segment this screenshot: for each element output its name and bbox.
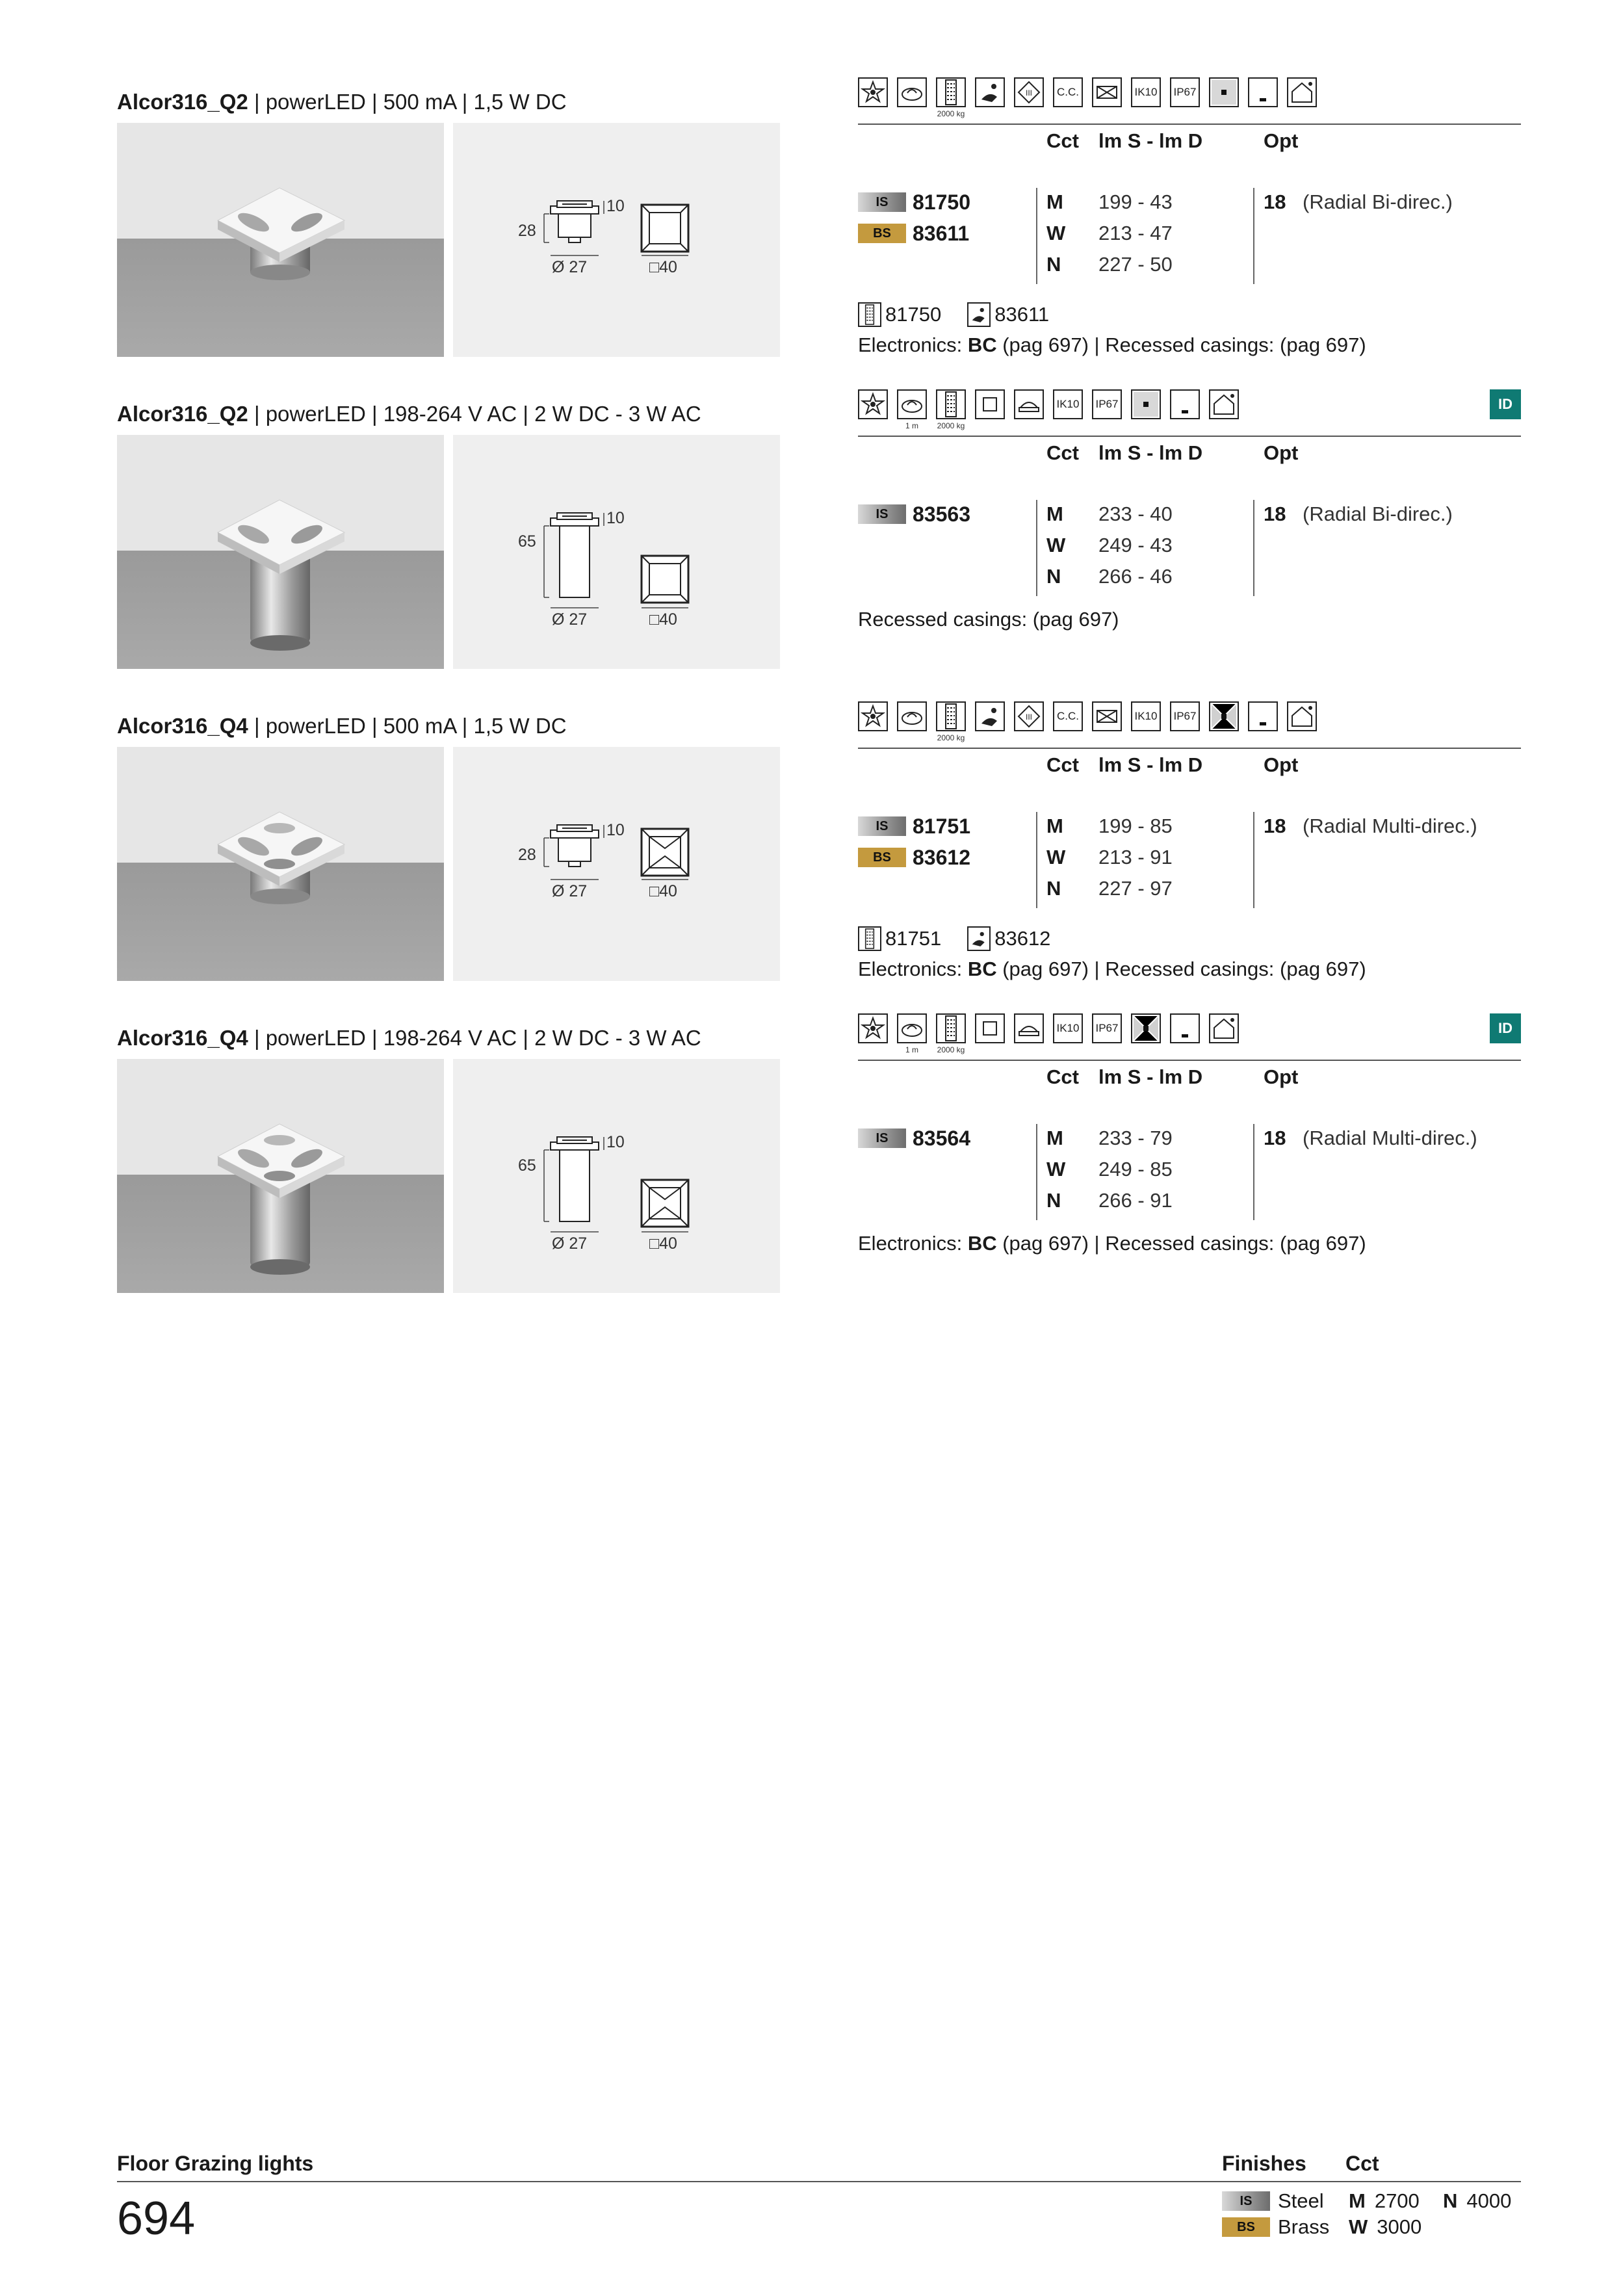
table-divider [858,748,1521,749]
product-note [858,333,1366,357]
product-photo [117,123,444,357]
column-divider [1253,1124,1254,1220]
product-specs: | powerLED | 500 mA | 1,5 W DC [248,90,567,114]
class-iii-icon [1014,77,1044,107]
optic-description: (Radial Multi-direc.) [1303,815,1477,837]
rating-ik10-icon [1053,389,1083,419]
icon-label: IP67 [1173,710,1197,722]
finish-badge-is: IS [1222,2191,1270,2211]
cct-code: W [1046,534,1066,556]
optic-description: (Radial Multi-direc.) [1303,1127,1477,1149]
lumen-values: 199 - 85 [1098,815,1173,837]
gear-icon [897,77,927,107]
product-code-row [858,1125,970,1151]
no-cover-icon [1092,77,1122,107]
section-title: Floor Grazing lights [117,2152,314,2175]
variant-code: 83611 [994,303,1050,326]
optic-angle: 18 [1264,815,1286,837]
product-code: 81751 [913,814,970,838]
floor-icon [1248,77,1278,107]
dim-top: 10 [606,509,625,527]
finish-badge-bs: BS [1222,2217,1270,2237]
rating-ik10-icon [1053,1013,1083,1043]
header-lm: lm S - lm D [1098,1065,1203,1088]
cct-code: W [1046,1158,1066,1181]
product-note [858,1232,1366,1255]
note-text: (pag 697) | Recessed casings: (pag 697) [996,958,1366,980]
cct-code: N [1046,253,1061,276]
drivable-icon [967,302,991,327]
load-caption: 2000 kg [937,421,965,430]
product-name: Alcor316_Q2 [117,402,248,426]
column-divider [1036,500,1037,596]
product-code: 83612 [913,845,970,869]
floor-icon [1248,701,1278,731]
cct-legend-m: M 2700 [1349,2189,1420,2212]
note-emphasis: BC [967,333,997,356]
finish-legend-brass [1222,2215,1329,2239]
square-icon [975,389,1005,419]
dim-square: □40 [649,882,677,900]
technical-drawing [453,1059,780,1293]
product-code-row [858,189,970,215]
product-name: Alcor316_Q4 [117,714,248,738]
lumen-values: 213 - 47 [1098,222,1173,244]
cct-code: W [1046,846,1066,868]
load-caption: 2000 kg [937,733,965,742]
lumen-values: 249 - 85 [1098,1158,1173,1181]
column-divider [1036,812,1037,908]
icon-label: IP67 [1173,86,1197,98]
product-note [858,958,1366,981]
cct-code: M [1046,1127,1063,1149]
product-name: Alcor316_Q2 [117,90,248,114]
note-emphasis: BC [967,1232,997,1255]
rating-ip67-icon [1170,701,1200,731]
floor-icon [1170,389,1200,419]
note-text: Electronics: [858,1232,968,1255]
header-opt: Opt [1264,441,1299,464]
drivable-icon [975,701,1005,731]
product-block [0,710,1623,1012]
beam4-icon [1209,701,1239,731]
icon-label: IK10 [1056,398,1080,410]
optic-angle: 18 [1264,190,1286,213]
header-opt: Opt [1264,753,1299,776]
lumen-values: 227 - 97 [1098,877,1173,900]
rating-c-c--icon [1053,77,1083,107]
load-caption: 2000 kg [937,1045,965,1054]
dim-height: 65 [518,1156,536,1175]
class-iii-icon [1014,701,1044,731]
column-divider [1253,188,1254,284]
rating-ip67-icon [1170,77,1200,107]
id-badge: ID [1490,389,1521,419]
load-2000kg-icon [936,389,966,430]
variant-codes [858,926,1076,951]
dim-diameter: Ø 27 [552,610,588,629]
variant-codes [858,302,1075,327]
product-photo [117,1059,444,1293]
product-code: 83564 [913,1126,970,1150]
product-title [117,89,567,115]
beam-icon [1209,77,1239,107]
dim-diameter: Ø 27 [552,882,588,900]
dim-top: 10 [606,821,625,839]
product-code: 81750 [913,190,970,214]
page-number: 694 [117,2193,196,2245]
cct-code: M [1046,502,1063,525]
product-title [117,401,701,427]
load-2000kg-icon [858,302,881,327]
rating-c-c--icon [1053,701,1083,731]
rating-ip67-icon [1092,389,1122,419]
product-code-row [858,813,970,839]
load-caption: 2000 kg [937,109,965,118]
recessed-icon [1014,1013,1044,1043]
load-2000kg-icon [936,1013,966,1054]
header-lm: lm S - lm D [1098,753,1203,776]
product-block [0,86,1623,388]
star-icon [858,389,888,419]
dim-top: 10 [606,1133,625,1151]
header-cct: Cct [1046,753,1079,776]
drivable-icon [975,77,1005,107]
cct-code: M [1046,815,1063,837]
finish-badge-bs: BS [858,848,906,867]
finish-name: Brass [1278,2215,1330,2238]
product-code-row [858,220,969,246]
finish-legend-steel [1222,2189,1324,2213]
cable-caption: 1 m [905,421,919,430]
column-divider [1253,500,1254,596]
lumen-values: 213 - 91 [1098,846,1173,868]
note-text: (pag 697) | Recessed casings: (pag 697) [996,1232,1366,1255]
rating-ik10-icon [1131,701,1161,731]
dim-square: □40 [649,1234,677,1253]
star-icon [858,701,888,731]
load-2000kg-icon [858,926,881,951]
note-emphasis: BC [967,958,997,980]
technical-drawing [453,747,780,981]
no-cover-icon [1092,701,1122,731]
table-divider [858,436,1521,437]
header-cct: Cct [1046,1065,1079,1088]
house-icon [1209,389,1239,419]
dim-diameter: Ø 27 [552,1234,588,1253]
lumen-values: 266 - 91 [1098,1189,1173,1212]
rating-ik10-icon [1131,77,1161,107]
icon-label: IK10 [1134,86,1158,98]
finish-badge-is: IS [858,504,906,524]
cct-legend-n: N 4000 [1443,2189,1512,2212]
variant-code: 83612 [994,927,1051,950]
product-block [0,1020,1623,1324]
header-cct: Cct [1046,129,1079,152]
house-icon [1287,701,1317,731]
cct-legend-w: W 3000 [1349,2215,1422,2238]
column-divider [1253,812,1254,908]
header-opt: Opt [1264,1065,1299,1088]
header-lm: lm S - lm D [1098,441,1203,464]
star-icon [858,77,888,107]
note-text: Electronics: [858,958,968,980]
cct-code: N [1046,565,1061,588]
dim-height: 28 [518,846,536,864]
load-2000kg-icon [936,701,966,742]
dim-top: 10 [606,197,625,215]
cct-code: W [1046,222,1066,244]
column-divider [1036,188,1037,284]
icon-label: IP67 [1095,1022,1119,1034]
svg-text:III: III [1025,88,1033,98]
cct-code: M [1046,190,1063,213]
technical-drawing [453,123,780,357]
product-photo [117,747,444,981]
gear-icon [897,389,927,430]
optic-description: (Radial Bi-direc.) [1303,190,1453,213]
footer-divider [117,2181,1521,2182]
table-divider [858,1060,1521,1061]
product-title [117,713,567,739]
icon-label: C.C. [1057,710,1079,722]
icon-label: IK10 [1134,710,1158,722]
variant-code: 81750 [885,303,942,326]
finish-badge-is: IS [858,1128,906,1148]
dim-diameter: Ø 27 [552,258,588,276]
product-specs: | powerLED | 198-264 V AC | 2 W DC - 3 W AC [248,402,701,426]
dim-square: □40 [649,258,677,276]
rating-ip67-icon [1092,1013,1122,1043]
beam-icon [1131,389,1161,419]
product-block [0,396,1623,700]
product-code-row [858,844,970,870]
table-divider [858,124,1521,125]
technical-drawing [453,435,780,669]
product-specs: | powerLED | 198-264 V AC | 2 W DC - 3 W AC [248,1026,701,1050]
lumen-values: 227 - 50 [1098,253,1173,276]
optic-angle: 18 [1264,1127,1286,1149]
product-title [117,1025,701,1051]
svg-text:III: III [1025,712,1033,722]
gear-icon [897,701,927,731]
optic-description: (Radial Bi-direc.) [1303,502,1453,525]
note-text: Electronics: [858,333,968,356]
header-opt: Opt [1264,129,1299,152]
drivable-icon [967,926,991,951]
note-text: (pag 697) | Recessed casings: (pag 697) [996,333,1366,356]
lumen-values: 249 - 43 [1098,534,1173,556]
square-icon [975,1013,1005,1043]
recessed-icon [1014,389,1044,419]
product-code: 83611 [913,221,970,245]
dim-height: 28 [518,222,536,240]
floor-icon [1170,1013,1200,1043]
lumen-values: 266 - 46 [1098,565,1173,588]
icon-label: IP67 [1095,398,1119,410]
lumen-values: 199 - 43 [1098,190,1173,213]
finishes-heading: Finishes [1222,2152,1306,2175]
house-icon [1209,1013,1239,1043]
cct-code: N [1046,1189,1061,1212]
header-cct: Cct [1046,441,1079,464]
beam4-icon [1131,1013,1161,1043]
load-2000kg-icon [936,77,966,118]
lumen-values: 233 - 79 [1098,1127,1173,1149]
dim-height: 65 [518,532,536,551]
cct-code: N [1046,877,1061,900]
dim-square: □40 [649,610,677,629]
variant-code: 81751 [885,927,942,950]
icon-label: IK10 [1056,1022,1080,1034]
gear-icon [897,1013,927,1054]
cable-caption: 1 m [905,1045,919,1054]
finish-badge-bs: BS [858,224,906,243]
star-icon [858,1013,888,1043]
product-code: 83563 [913,502,970,526]
finish-name: Steel [1278,2189,1324,2212]
header-lm: lm S - lm D [1098,129,1203,152]
lumen-values: 233 - 40 [1098,502,1173,525]
product-name: Alcor316_Q4 [117,1026,248,1050]
house-icon [1287,77,1317,107]
optic-angle: 18 [1264,502,1286,525]
product-note [858,608,1119,631]
finish-badge-is: IS [858,192,906,212]
product-photo [117,435,444,669]
product-code-row [858,501,970,527]
id-badge: ID [1490,1013,1521,1043]
product-specs: | powerLED | 500 mA | 1,5 W DC [248,714,567,738]
cct-heading: Cct [1345,2152,1379,2175]
note-text: Recessed casings: (pag 697) [858,608,1119,631]
column-divider [1036,1124,1037,1220]
icon-label: C.C. [1057,86,1079,98]
finish-badge-is: IS [858,816,906,836]
